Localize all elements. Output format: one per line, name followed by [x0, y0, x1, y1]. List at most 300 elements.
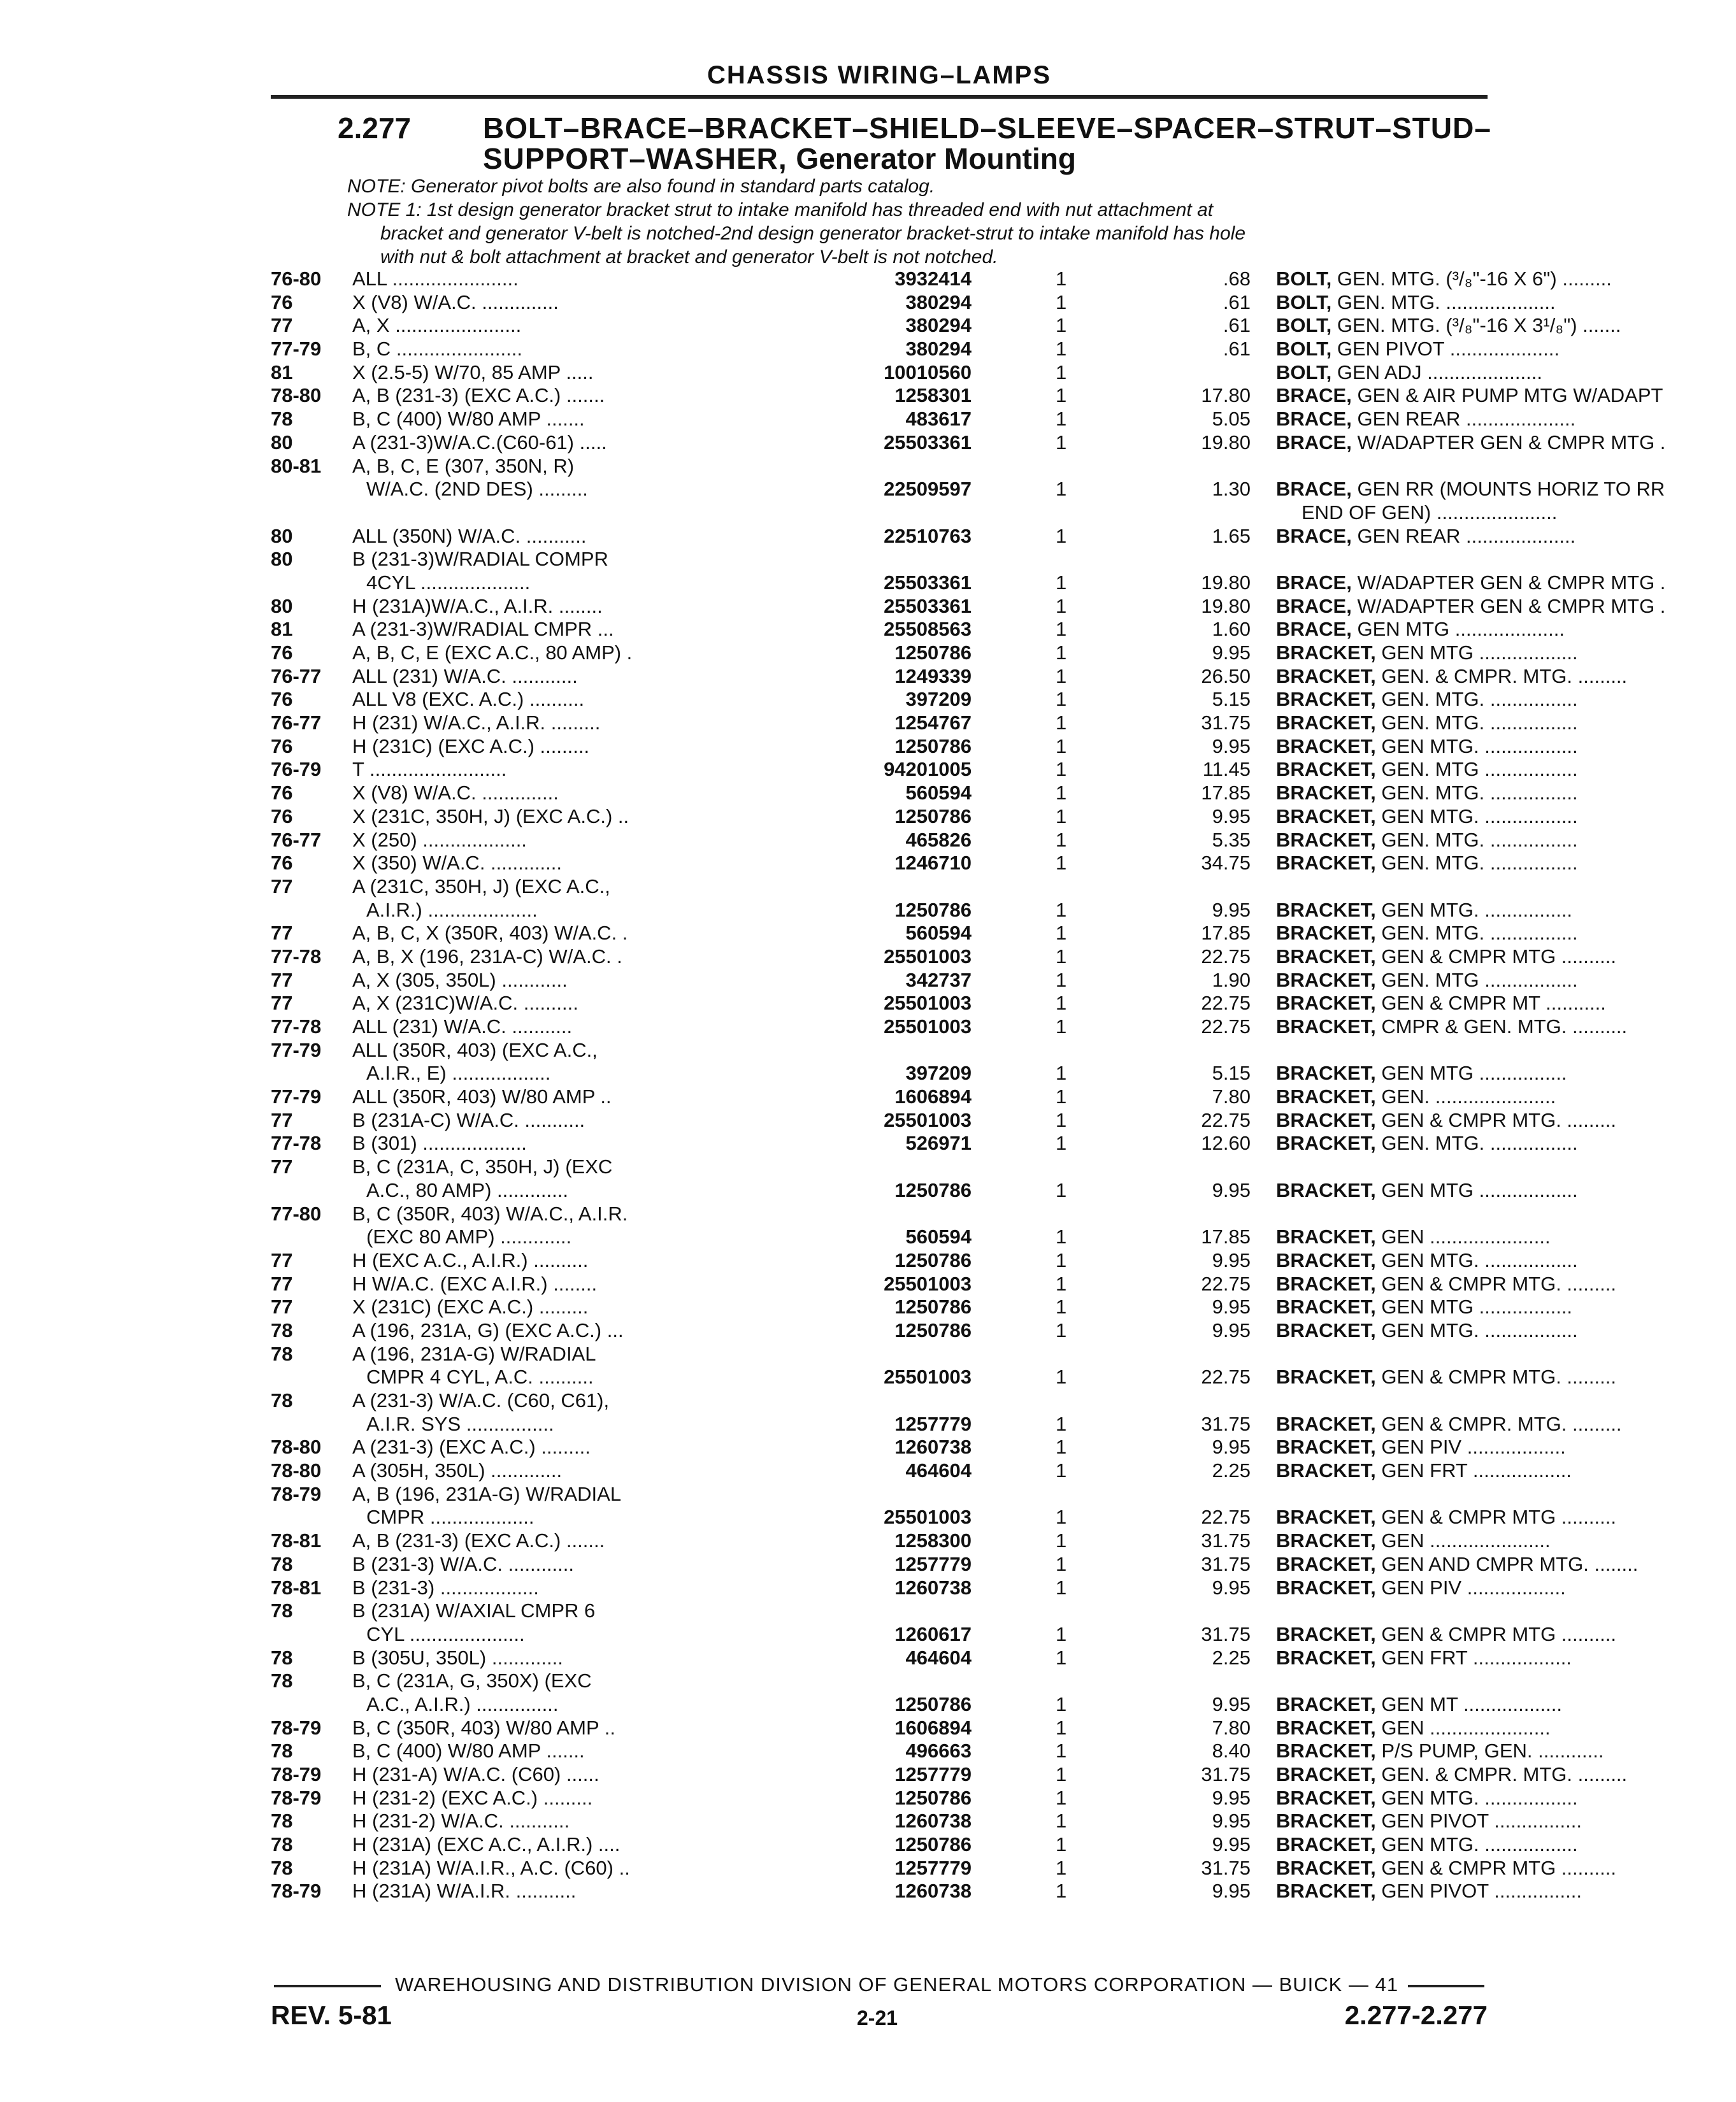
price: 19.80 — [1201, 571, 1251, 594]
price: 9.95 — [1212, 734, 1251, 757]
quantity: 1 — [1056, 641, 1067, 664]
application: B (231-3) .................. — [352, 1576, 539, 1599]
parts-row — [271, 1039, 1481, 1062]
parts-row — [271, 664, 1628, 689]
part-number: 25501003 — [884, 1272, 972, 1295]
model-year: 80 — [271, 524, 293, 547]
application: B, C (350R, 403) W/80 AMP .. — [352, 1716, 615, 1739]
part-name: BRACKET, GEN ...................... — [1276, 1716, 1551, 1739]
model-year: 77 — [271, 968, 293, 991]
application: A.I.R., E) .................. — [366, 1062, 551, 1085]
price: 5.05 — [1212, 408, 1251, 431]
quantity: 1 — [1056, 945, 1067, 968]
price: 22.75 — [1201, 1015, 1251, 1038]
quantity: 1 — [1056, 524, 1067, 547]
model-year: 78-79 — [271, 1880, 322, 1903]
quantity: 1 — [1056, 1178, 1067, 1201]
model-year: 78 — [271, 1669, 293, 1692]
application: 4CYL .................... — [366, 571, 531, 594]
part-number: 1250786 — [894, 1178, 972, 1201]
part-number: 25501003 — [884, 1108, 972, 1131]
parts-row — [271, 361, 1542, 385]
parts-row — [271, 1343, 1481, 1366]
group-title-line2-main: SUPPORT–WASHER, — [483, 142, 787, 175]
quantity: 1 — [1056, 734, 1067, 757]
part-name: BRACKET, GEN & CMPR MTG .......... — [1276, 1622, 1616, 1645]
price: 9.95 — [1212, 1880, 1251, 1903]
quantity: 1 — [1056, 1576, 1067, 1599]
model-year: 77 — [271, 1108, 293, 1131]
part-name: BRACE, GEN REAR .................... — [1276, 524, 1576, 547]
part-number: 342737 — [905, 968, 972, 991]
part-name: BRACE, GEN MTG .................... — [1276, 618, 1565, 641]
application: A (196, 231A, G) (EXC A.C.) ... — [352, 1319, 624, 1341]
part-name: BRACE, W/ADAPTER GEN & CMPR MTG . — [1276, 571, 1666, 594]
quantity: 1 — [1056, 431, 1067, 454]
part-number: 1250786 — [894, 1833, 972, 1856]
parts-row — [271, 1132, 1578, 1155]
application: B, C (400) W/80 AMP ....... — [352, 408, 585, 431]
part-name: BRACKET, GEN. MTG. ................ — [1276, 711, 1578, 734]
part-number: 1257779 — [894, 1763, 972, 1785]
note-line: NOTE 1: 1st design generator bracket strut to intake manifold has threaded end with nut attachment at — [347, 199, 1214, 220]
part-number: 94201005 — [884, 758, 972, 781]
parts-row — [271, 1646, 1572, 1670]
application: B (231A) W/AXIAL CMPR 6 — [352, 1599, 596, 1622]
application: B, C (400) W/80 AMP ....... — [352, 1740, 585, 1762]
quantity: 1 — [1056, 992, 1067, 1015]
part-name: BRACKET, GEN AND CMPR MTG. ........ — [1276, 1552, 1639, 1575]
part-name: BRACKET, GEN & CMPR MTG. ......... — [1276, 1108, 1616, 1131]
part-number: 397209 — [905, 1062, 972, 1085]
model-year: 78 — [271, 1342, 293, 1365]
application: A.I.R. SYS ................ — [366, 1412, 554, 1435]
quantity: 1 — [1056, 571, 1067, 594]
quantity: 1 — [1056, 664, 1067, 687]
model-year: 81 — [271, 618, 293, 641]
quantity: 1 — [1056, 1412, 1067, 1435]
price: 19.80 — [1201, 594, 1251, 617]
quantity: 1 — [1056, 922, 1067, 945]
parts-row — [271, 1108, 1616, 1133]
price: 8.40 — [1212, 1740, 1251, 1762]
part-name: BRACKET, GEN. MTG. ................ — [1276, 1132, 1578, 1155]
part-name: BRACKET, GEN. MTG. ................ — [1276, 852, 1578, 875]
price: 9.95 — [1212, 1436, 1251, 1459]
part-number: 1260738 — [894, 1436, 972, 1459]
part-number: 22510763 — [884, 524, 972, 547]
application: A, X ....................... — [352, 314, 522, 337]
part-number: 25501003 — [884, 1366, 972, 1389]
part-name: BOLT, GEN. MTG. .................... — [1276, 290, 1556, 313]
model-year: 78 — [271, 1810, 293, 1833]
application: CYL ..................... — [366, 1622, 525, 1645]
application: H (231A) W/A.I.R. ........... — [352, 1880, 577, 1903]
part-name: BRACKET, GEN. MTG. ................ — [1276, 782, 1578, 804]
parts-row — [271, 828, 1578, 852]
parts-row — [271, 968, 1578, 992]
application: X (350) W/A.C. ............. — [352, 852, 563, 875]
price: 9.95 — [1212, 1576, 1251, 1599]
part-name: BRACKET, GEN MTG ................ — [1276, 1062, 1567, 1085]
footer-rule-left — [274, 1985, 381, 1987]
parts-row — [271, 734, 1578, 759]
price: 1.90 — [1212, 968, 1251, 991]
model-year: 78 — [271, 1740, 293, 1762]
part-number: 1250786 — [894, 1296, 972, 1319]
quantity: 1 — [1056, 1132, 1067, 1155]
application: B, C (231A, C, 350H, J) (EXC — [352, 1155, 613, 1178]
parts-row — [271, 268, 1612, 291]
part-number: 25501003 — [884, 945, 972, 968]
model-year: 77 — [271, 922, 293, 945]
parts-row — [271, 1015, 1628, 1039]
price: 17.85 — [1201, 1226, 1251, 1248]
parts-row — [271, 1622, 1616, 1647]
part-name: BRACKET, GEN PIVOT ................ — [1276, 1810, 1582, 1833]
revision: REV. 5-81 — [271, 2000, 392, 2030]
price: 9.95 — [1212, 1692, 1251, 1715]
quantity: 1 — [1056, 1366, 1067, 1389]
application: B (231-3) W/A.C. ............ — [352, 1552, 574, 1575]
price: 9.95 — [1212, 804, 1251, 827]
price: 22.75 — [1201, 1108, 1251, 1131]
model-year: 77-78 — [271, 945, 322, 968]
quantity: 1 — [1056, 1436, 1067, 1459]
quantity: 1 — [1056, 1015, 1067, 1038]
model-year: 77 — [271, 314, 293, 337]
application: A, X (231C)W/A.C. .......... — [352, 992, 578, 1015]
price: 7.80 — [1212, 1716, 1251, 1739]
price: 31.75 — [1201, 1412, 1251, 1435]
price: .61 — [1223, 314, 1251, 337]
price: 31.75 — [1201, 1552, 1251, 1575]
quantity: 1 — [1056, 1248, 1067, 1271]
parts-row — [271, 688, 1578, 711]
price: 9.95 — [1212, 898, 1251, 921]
price: 22.75 — [1201, 992, 1251, 1015]
model-year: 76 — [271, 688, 293, 711]
quantity: 1 — [1056, 1740, 1067, 1762]
parts-row — [271, 384, 1663, 408]
model-year: 76-77 — [271, 828, 322, 851]
parts-row — [271, 1576, 1566, 1600]
parts-row — [271, 1692, 1562, 1717]
parts-row — [271, 455, 1481, 478]
quantity: 1 — [1056, 711, 1067, 734]
parts-row — [271, 618, 1565, 641]
model-year: 78-80 — [271, 384, 322, 407]
price: 31.75 — [1201, 711, 1251, 734]
quantity: 1 — [1056, 688, 1067, 711]
application: ALL (350R, 403) (EXC A.C., — [352, 1038, 598, 1061]
part-name: BRACKET, GEN. MTG ................. — [1276, 968, 1578, 991]
model-year: 76 — [271, 782, 293, 804]
parts-row — [271, 1296, 1573, 1319]
notes — [347, 175, 1468, 269]
part-number: 465826 — [905, 828, 972, 851]
parts-row — [271, 1716, 1551, 1740]
model-year: 76 — [271, 734, 293, 757]
model-year: 77 — [271, 992, 293, 1015]
quantity: 1 — [1056, 1833, 1067, 1856]
application: H (231A) (EXC A.C., A.I.R.) .... — [352, 1833, 621, 1856]
part-name: BRACKET, GEN MTG. ................. — [1276, 804, 1578, 827]
part-name: BOLT, GEN ADJ ..................... — [1276, 361, 1542, 383]
part-name: BRACE, GEN RR (MOUNTS HORIZ TO RR — [1276, 478, 1665, 501]
part-name: BRACKET, GEN. MTG. ................ — [1276, 688, 1578, 711]
part-name: BRACE, GEN REAR .................... — [1276, 408, 1576, 431]
part-number: 380294 — [905, 338, 972, 361]
price: 22.75 — [1201, 1506, 1251, 1529]
parts-row — [271, 804, 1578, 829]
application: B, C (231A, G, 350X) (EXC — [352, 1669, 592, 1692]
parts-row — [271, 1459, 1572, 1483]
part-name: BRACKET, GEN ...................... — [1276, 1529, 1551, 1552]
model-year: 78 — [271, 1646, 293, 1669]
quantity: 1 — [1056, 618, 1067, 641]
application: B, C (350R, 403) W/A.C., A.I.R. — [352, 1202, 628, 1225]
part-number: 25508563 — [884, 618, 972, 641]
model-year: 78 — [271, 1833, 293, 1856]
application: A (231-3) W/A.C. (C60, C61), — [352, 1389, 610, 1412]
application: CMPR ................... — [366, 1506, 534, 1529]
part-number: 1260738 — [894, 1880, 972, 1903]
part-number: 380294 — [905, 290, 972, 313]
parts-row — [271, 290, 1556, 315]
price: 5.35 — [1212, 828, 1251, 851]
application: B (231-3)W/RADIAL COMPR — [352, 548, 608, 571]
part-number: 397209 — [905, 688, 972, 711]
quantity: 1 — [1056, 1763, 1067, 1785]
footer — [271, 2000, 1488, 2032]
parts-row — [271, 641, 1578, 665]
parts-row — [271, 1786, 1578, 1810]
application: A.C., 80 AMP) ............. — [366, 1178, 568, 1201]
model-year: 78-80 — [271, 1436, 322, 1459]
parts-row — [271, 1669, 1481, 1693]
part-number: 1250786 — [894, 1692, 972, 1715]
parts-row — [271, 431, 1666, 455]
quantity: 1 — [1056, 782, 1067, 804]
part-name: BRACKET, GEN MTG ................. — [1276, 1296, 1573, 1319]
price: 12.60 — [1201, 1132, 1251, 1155]
application: X (231C, 350H, J) (EXC A.C.) .. — [352, 804, 629, 827]
application: X (V8) W/A.C. .............. — [352, 782, 559, 804]
application: A (231-3)W/RADIAL CMPR ... — [352, 618, 614, 641]
quantity: 1 — [1056, 1296, 1067, 1319]
part-name: BRACKET, CMPR & GEN. MTG. .......... — [1276, 1015, 1628, 1038]
model-year: 78-79 — [271, 1763, 322, 1785]
model-year: 77 — [271, 875, 293, 897]
application: H (231-2) W/A.C. ........... — [352, 1810, 570, 1833]
quantity: 1 — [1056, 594, 1067, 617]
price: .61 — [1223, 290, 1251, 313]
group-title-line2 — [483, 143, 1076, 175]
page-number: 2-21 — [857, 2006, 898, 2029]
model-year: 78 — [271, 1856, 293, 1879]
part-name: BRACKET, GEN MTG .................. — [1276, 641, 1578, 664]
quantity: 1 — [1056, 898, 1067, 921]
part-number: 560594 — [905, 922, 972, 945]
part-number: 560594 — [905, 1226, 972, 1248]
model-year: 80 — [271, 548, 293, 571]
parts-row — [271, 1856, 1616, 1880]
price: 1.65 — [1212, 524, 1251, 547]
part-name: BRACKET, GEN FRT .................. — [1276, 1459, 1572, 1482]
parts-row — [271, 922, 1578, 945]
footer-division: WAREHOUSING AND DISTRIBUTION DIVISION OF GENERAL MOTORS CORPORATION — BUICK — 41 — [395, 1973, 1399, 1996]
application: A, B, X (196, 231A-C) W/A.C. . — [352, 945, 622, 968]
part-name: BRACKET, GEN MTG. ................. — [1276, 1319, 1578, 1341]
quantity: 1 — [1056, 1226, 1067, 1248]
application: A.C., A.I.R.) ............... — [366, 1692, 559, 1715]
quantity: 1 — [1056, 1692, 1067, 1715]
model-year: 81 — [271, 361, 293, 383]
part-number: 1606894 — [894, 1085, 972, 1108]
application: ALL (231) W/A.C. ........... — [352, 1015, 573, 1038]
price: 1.30 — [1212, 478, 1251, 501]
part-number: 3932414 — [894, 268, 972, 290]
part-name: BRACKET, GEN PIV .................. — [1276, 1436, 1566, 1459]
quantity: 1 — [1056, 268, 1067, 290]
price: 9.95 — [1212, 1248, 1251, 1271]
parts-row — [271, 875, 1481, 899]
application: ALL (231) W/A.C. ............ — [352, 664, 578, 687]
parts-row — [271, 1810, 1582, 1833]
price: 11.45 — [1202, 758, 1251, 781]
part-name: BOLT, GEN. MTG. (³/₈"-16 X 6") ......... — [1276, 268, 1612, 290]
application: B, C ....................... — [352, 338, 522, 361]
application: B (301) ................... — [352, 1132, 527, 1155]
application: A (231-3)W/A.C.(C60-61) ..... — [352, 431, 607, 454]
application: A, B (231-3) (EXC A.C.) ....... — [352, 384, 605, 407]
part-name: BRACE, W/ADAPTER GEN & CMPR MTG . — [1276, 594, 1666, 617]
model-year: 77 — [271, 1272, 293, 1295]
application: H (231-2) (EXC A.C.) ......... — [352, 1786, 593, 1809]
quantity: 1 — [1056, 290, 1067, 313]
part-name: BRACKET, GEN PIVOT ................ — [1276, 1880, 1582, 1903]
part-name: BRACKET, GEN & CMPR MTG .......... — [1276, 1856, 1616, 1879]
parts-row — [271, 1248, 1578, 1273]
application: A.I.R.) .................... — [366, 898, 538, 921]
price: 17.85 — [1201, 782, 1251, 804]
price: 22.75 — [1201, 1272, 1251, 1295]
quantity: 1 — [1056, 314, 1067, 337]
model-year: 76-77 — [271, 664, 322, 687]
part-number: 483617 — [905, 408, 972, 431]
parts-row — [271, 1178, 1578, 1203]
parts-row — [271, 711, 1578, 735]
quantity: 1 — [1056, 338, 1067, 361]
application: H (231C) (EXC A.C.) ......... — [352, 734, 590, 757]
model-year: 78-81 — [271, 1529, 322, 1552]
group-range: 2.277-2.277 — [1344, 2000, 1488, 2030]
footer-rule-right — [1408, 1985, 1484, 1987]
part-name: BRACKET, GEN & CMPR MTG .......... — [1276, 945, 1616, 968]
part-number: 464604 — [905, 1459, 972, 1482]
model-year: 78-79 — [271, 1716, 322, 1739]
note-line: NOTE: Generator pivot bolts are also found in standard parts catalog. — [347, 176, 935, 197]
price: 34.75 — [1201, 852, 1251, 875]
parts-row — [271, 501, 1558, 525]
quantity: 1 — [1056, 1646, 1067, 1669]
part-name: BRACKET, GEN & CMPR MTG. ......... — [1276, 1366, 1616, 1389]
group-title-line1: BOLT–BRACE–BRACKET–SHIELD–SLEEVE–SPACER–STRUT–STUD– — [483, 111, 1491, 145]
price: 7.80 — [1212, 1085, 1251, 1108]
part-number: 1250786 — [894, 1248, 972, 1271]
parts-row — [271, 1155, 1481, 1179]
quantity: 1 — [1056, 1786, 1067, 1809]
model-year: 76 — [271, 852, 293, 875]
model-year: 78-80 — [271, 1459, 322, 1482]
page-header — [271, 61, 1488, 99]
application: H (231-A) W/A.C. (C60) ...... — [352, 1763, 599, 1785]
parts-row — [271, 1506, 1616, 1529]
application: X (V8) W/A.C. .............. — [352, 290, 559, 313]
application: A, B, C, X (350R, 403) W/A.C. . — [352, 922, 628, 945]
application: H (EXC A.C., A.I.R.) .......... — [352, 1248, 589, 1271]
parts-list — [271, 268, 1666, 1903]
price: 9.95 — [1212, 1296, 1251, 1319]
part-name: BRACKET, GEN MTG. ................. — [1276, 734, 1578, 757]
part-name: BRACKET, GEN ...................... — [1276, 1226, 1551, 1248]
quantity: 1 — [1056, 408, 1067, 431]
part-number: 25503361 — [884, 594, 972, 617]
part-name: BRACKET, GEN. MTG ................. — [1276, 758, 1578, 781]
quantity: 1 — [1056, 1506, 1067, 1529]
part-number: 1250786 — [894, 804, 972, 827]
parts-row — [271, 1880, 1582, 1903]
application: W/A.C. (2ND DES) ......... — [366, 478, 588, 501]
parts-row — [271, 945, 1616, 969]
part-number: 1257779 — [894, 1856, 972, 1879]
quantity: 1 — [1056, 968, 1067, 991]
parts-row — [271, 524, 1576, 548]
price: .61 — [1223, 338, 1251, 361]
model-year: 77-78 — [271, 1015, 322, 1038]
application: H (231A)W/A.C., A.I.R. ........ — [352, 594, 603, 617]
application: X (231C) (EXC A.C.) ......... — [352, 1296, 589, 1319]
model-year: 76-80 — [271, 268, 322, 290]
parts-row — [271, 1319, 1578, 1343]
price: 9.95 — [1212, 641, 1251, 664]
part-name: BRACKET, GEN. & CMPR. MTG. ......... — [1276, 664, 1628, 687]
application: A, X (305, 350L) ............ — [352, 968, 568, 991]
price: 2.25 — [1212, 1646, 1251, 1669]
part-number: 25503361 — [884, 571, 972, 594]
application: H W/A.C. (EXC A.I.R.) ........ — [352, 1272, 598, 1295]
application: ALL (350N) W/A.C. ........... — [352, 524, 587, 547]
quantity: 1 — [1056, 1856, 1067, 1879]
application: A (231C, 350H, J) (EXC A.C., — [352, 875, 610, 897]
model-year: 77-79 — [271, 1038, 322, 1061]
part-number: 25501003 — [884, 1506, 972, 1529]
model-year: 78-79 — [271, 1786, 322, 1809]
part-name: BRACKET, GEN. MTG. ................ — [1276, 828, 1578, 851]
application: A (305H, 350L) ............. — [352, 1459, 563, 1482]
parts-row — [271, 1062, 1567, 1085]
model-year: 78 — [271, 408, 293, 431]
price: 5.15 — [1212, 1062, 1251, 1085]
application: X (250) ................... — [352, 828, 527, 851]
parts-row — [271, 1085, 1556, 1109]
parts-row — [271, 548, 1481, 571]
quantity: 1 — [1056, 1085, 1067, 1108]
parts-row — [271, 1272, 1616, 1296]
part-number: 22509597 — [884, 478, 972, 501]
application: A (231-3) (EXC A.C.) ......... — [352, 1436, 591, 1459]
